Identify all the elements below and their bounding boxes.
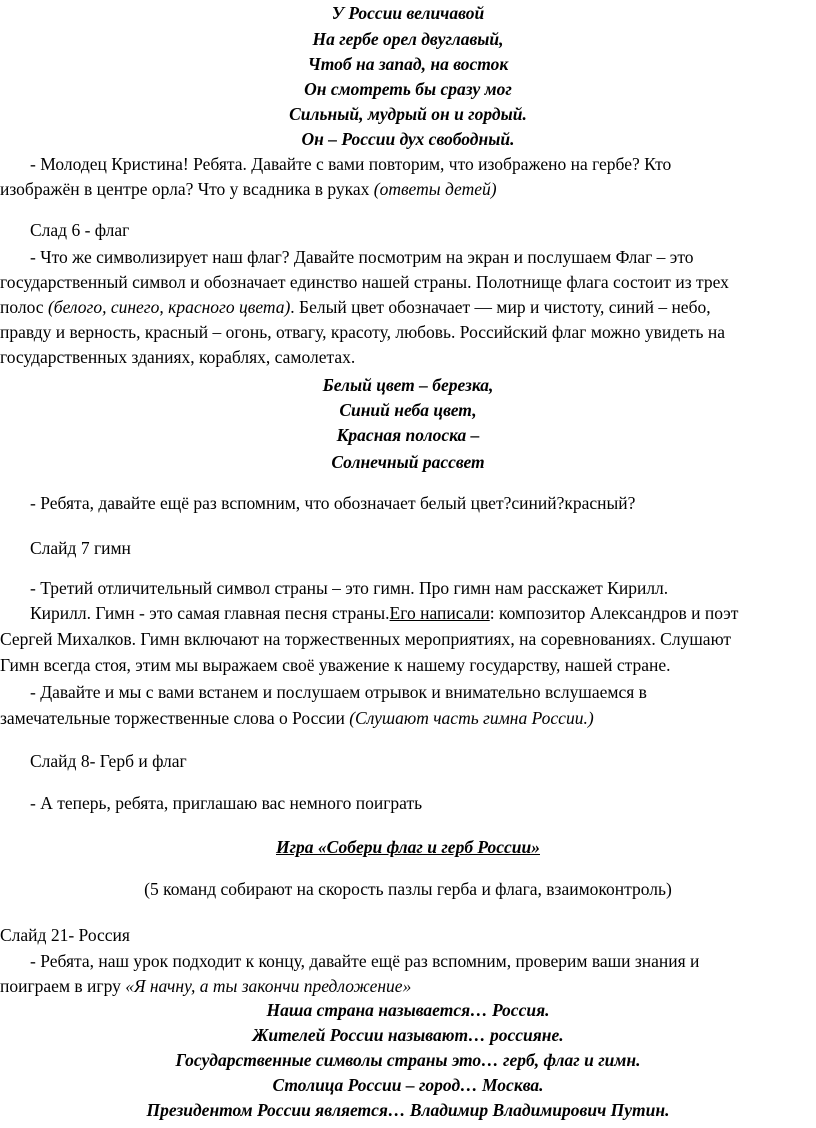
paragraph-4-line-2: Сергей Михалков. Гимн включают на торжественных мероприятиях, на соревнованиях. Слушают — [0, 629, 732, 649]
paragraph-2-note: (белого, синего, красного цвета) — [47, 297, 291, 317]
paragraph-7-note: «Я начну, а ты закончи предложение» — [125, 976, 412, 996]
final-line-2: Жителей России называют… россияне. — [252, 1025, 564, 1045]
paragraph-2-line-2: государственный символ и обозначает единство нашей страны. Полотнище флага состоит из трех — [0, 272, 729, 292]
paragraph-4-text-a: Кирилл. Гимн - это самая главная песня страны. — [30, 603, 390, 623]
paragraph-1-line-1: - Молодец Кристина! Ребята. Давайте с вами повторим, что изображено на гербе? Кто — [30, 154, 672, 174]
paragraph-4-line-3: Гимн всегда стоя, этим мы выражаем своё уважение к нашему государству, нашей стране. — [0, 655, 671, 675]
paragraph-5-text: замечательные торжественные слова о России — [0, 708, 350, 728]
poem2-line-2: Синий неба цвет, — [339, 400, 477, 420]
paragraph-5-note: (Слушают часть гимна России.) — [349, 708, 594, 728]
paragraph-1-note: (ответы детей) — [373, 179, 497, 199]
paragraph-5-line-2 — [0, 706, 816, 730]
paragraph-4-text-b: : композитор Александров и поэт — [489, 603, 739, 623]
poem1-line-6: Он – России дух свободный. — [301, 129, 515, 149]
paragraph-2-line-4: правду и верность, красный – огонь, отвагу, красоту, любовь. Российский флаг можно увидеть на — [0, 322, 726, 342]
paragraph-6: - А теперь, ребята, приглашаю вас немного поиграть — [30, 793, 423, 813]
final-line-5: Президентом России является… Владимир Владимирович Путин. — [146, 1100, 670, 1120]
slide-8-heading: Слайд 8- Герб и флаг — [30, 751, 187, 771]
paragraph-4-line-1 — [30, 601, 816, 625]
poem2-line-4: Солнечный рассвет — [331, 452, 485, 472]
paragraph-2-text-a: полос — [0, 297, 48, 317]
final-line-3: Государственные символы страны это… герб, флаг и гимн. — [175, 1050, 641, 1070]
poem1-line-4: Он смотреть бы сразу мог — [304, 79, 512, 99]
poem1-line-3: Чтоб на запад, на восток — [307, 54, 509, 74]
paragraph-1-line-2 — [0, 177, 816, 201]
poem1-line-2: На гербе орел двуглавый, — [312, 29, 504, 49]
game-title: Игра «Собери флаг и герб России» — [275, 837, 540, 857]
poem1-line-1: У России величавой — [331, 3, 485, 23]
poem2-line-3: Красная полоска – — [336, 425, 480, 445]
paragraph-5-line-1: - Давайте и мы с вами встанем и послушаем отрывок и внимательно вслушаемся в — [30, 682, 647, 702]
slide-21-heading: Слайд 21- Россия — [0, 925, 130, 945]
paragraph-4-underlined: Его написали — [389, 603, 490, 623]
colors-question: - Ребята, давайте ещё раз вспомним, что обозначает белый цвет?синий?красный? — [30, 493, 636, 513]
paragraph-7-text: поиграем в игру — [0, 976, 126, 996]
final-line-4: Столица России – город… Москва. — [272, 1075, 544, 1095]
game-description: (5 команд собирают на скорость пазлы герба и флага, взаимоконтроль) — [144, 879, 672, 899]
paragraph-3: - Третий отличительный символ страны – это гимн. Про гимн нам расскажет Кирилл. — [30, 578, 669, 598]
poem1-line-5: Сильный, мудрый он и гордый. — [289, 104, 527, 124]
paragraph-2-line-5: государственных зданиях, кораблях, самолетах. — [0, 347, 356, 367]
paragraph-1-text: изображён в центре орла? Что у всадника в руках — [0, 179, 374, 199]
paragraph-2-line-1: - Что же символизирует наш флаг? Давайте посмотрим на экран и послушаем Флаг – это — [30, 247, 694, 267]
paragraph-7-line-1: - Ребята, наш урок подходит к концу, давайте ещё раз вспомним, проверим ваши знания и — [30, 951, 700, 971]
paragraph-2-text-b: . Белый цвет обозначает — мир и чистоту, синий – небо, — [290, 297, 711, 317]
final-line-1: Наша страна называется… Россия. — [266, 1000, 550, 1020]
paragraph-7-line-2 — [0, 974, 816, 998]
slide-7-heading: Слайд 7 гимн — [30, 538, 131, 558]
paragraph-2-line-3 — [0, 295, 816, 319]
poem2-line-1: Белый цвет – березка, — [322, 375, 494, 395]
slide-6-heading: Слад 6 - флаг — [30, 220, 130, 240]
